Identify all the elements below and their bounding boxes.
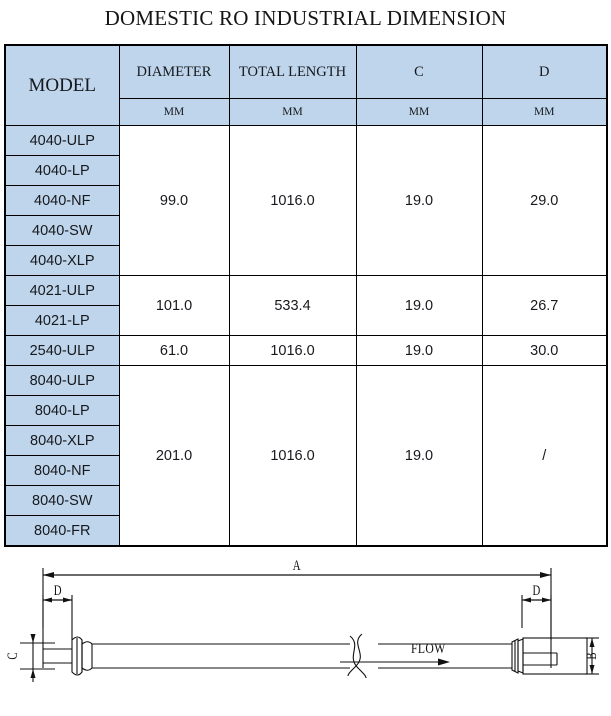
cell-d: 30.0 <box>482 336 607 366</box>
cell-total-length: 533.4 <box>229 276 356 336</box>
label-d-left: D <box>53 581 62 599</box>
arrow-c-down <box>31 669 36 678</box>
header-row-labels <box>5 45 607 99</box>
cell-model: 8040-XLP <box>5 426 119 456</box>
cell-model: 4040-XLP <box>5 246 119 276</box>
cell-c: 19.0 <box>356 366 482 547</box>
arrow-b-down <box>590 665 595 674</box>
arrow-d-right-2 <box>542 598 551 603</box>
table-row <box>5 336 607 366</box>
cell-total-length: 1016.0 <box>229 126 356 276</box>
column-unit-d: MM <box>482 99 607 126</box>
page-title: DOMESTIC RO INDUSTRIAL DIMENSION <box>104 6 507 30</box>
cell-model: 4021-LP <box>5 306 119 336</box>
right-body-block <box>523 638 587 674</box>
label-c-permeate-tube: C <box>3 652 21 660</box>
cell-c: 19.0 <box>356 126 482 276</box>
cell-model: 4040-LP <box>5 156 119 186</box>
cell-c: 19.0 <box>356 276 482 336</box>
column-header-total-length: TOTAL LENGTH <box>229 45 356 99</box>
left-end-cap-inner <box>82 642 92 671</box>
cell-model: 8040-ULP <box>5 366 119 396</box>
cell-total-length: 1016.0 <box>229 366 356 547</box>
cell-diameter: 101.0 <box>119 276 229 336</box>
column-unit-total-length: MM <box>229 99 356 126</box>
arrow-d-right-1 <box>522 598 531 603</box>
cell-total-length: 1016.0 <box>229 336 356 366</box>
label-flow: FLOW <box>411 639 446 657</box>
ro-membrane-element-drawing <box>0 548 611 716</box>
column-header-c: C <box>356 45 482 99</box>
label-d-right: D <box>532 581 541 599</box>
cell-diameter: 201.0 <box>119 366 229 547</box>
column-unit-c: MM <box>356 99 482 126</box>
cell-model: 4021-ULP <box>5 276 119 306</box>
cell-model: 8040-SW <box>5 486 119 516</box>
arrow-c-up <box>31 634 36 643</box>
table-row <box>5 276 607 306</box>
table-row <box>5 126 607 156</box>
column-unit-diameter: MM <box>119 99 229 126</box>
cell-model: 2540-ULP <box>5 336 119 366</box>
cell-model: 8040-NF <box>5 456 119 486</box>
cell-model: 4040-ULP <box>5 126 119 156</box>
right-end-cap-flange-2 <box>518 639 523 673</box>
cell-model: 4040-SW <box>5 216 119 246</box>
cell-model: 8040-LP <box>5 396 119 426</box>
column-header-diameter: DIAMETER <box>119 45 229 99</box>
cell-c: 19.0 <box>356 336 482 366</box>
cell-model: 4040-NF <box>5 186 119 216</box>
arrow-d-left-1 <box>43 598 52 603</box>
table-row <box>5 366 607 396</box>
cell-diameter: 61.0 <box>119 336 229 366</box>
cell-d: 26.7 <box>482 276 607 336</box>
dimension-table-container <box>4 44 606 547</box>
column-header-d: D <box>482 45 607 99</box>
table-body <box>5 126 607 547</box>
arrow-a-right <box>540 572 551 578</box>
cell-diameter: 99.0 <box>119 126 229 276</box>
arrow-a-left <box>43 572 54 578</box>
dimension-table <box>4 44 608 547</box>
label-overall-length-a: A <box>292 556 301 574</box>
flow-arrow-head <box>438 659 450 666</box>
arrow-b-up <box>590 638 595 647</box>
cell-d: 29.0 <box>482 126 607 276</box>
cell-d: / <box>482 366 607 547</box>
cell-model: 8040-FR <box>5 516 119 547</box>
table-header <box>5 45 607 126</box>
arrow-d-left-2 <box>63 598 72 603</box>
label-b-diameter: B <box>582 652 600 660</box>
column-header-model: MODEL <box>5 45 119 126</box>
